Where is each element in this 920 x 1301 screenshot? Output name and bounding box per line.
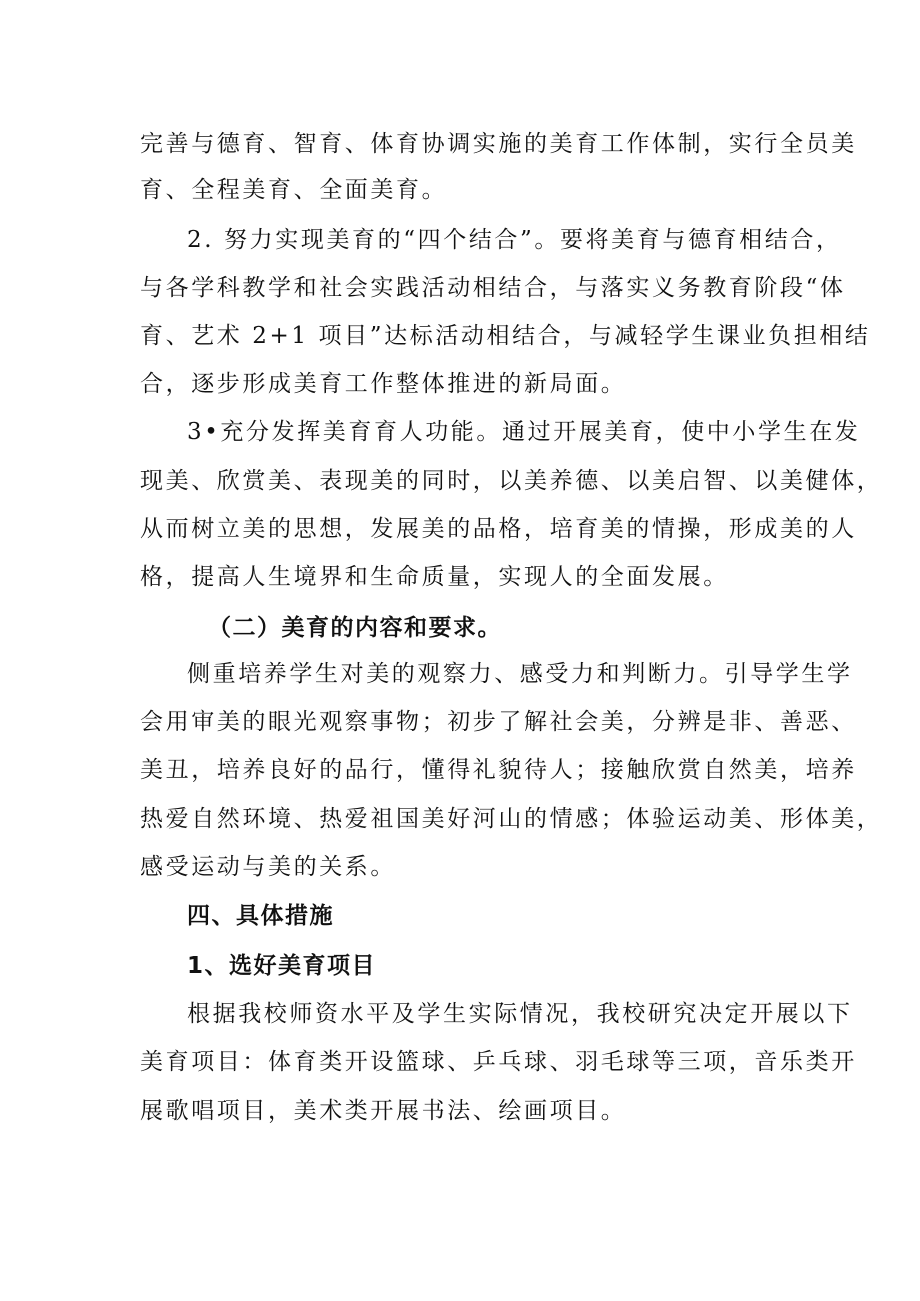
subsection-heading: 1、选好美育项目 <box>187 953 377 979</box>
paragraph-line: 侧重培养学生对美的观察力、感受力和判断力。引导学生学 <box>187 661 853 687</box>
paragraph-line: 现美、欣赏美、表现美的同时，以美养德、以美启智、以美健体， <box>140 468 883 494</box>
section-heading: 四、具体措施 <box>187 903 334 929</box>
paragraph-line: 热爱自然环境、热爱祖国美好河山的情感；体验运动美、形体美， <box>140 806 883 832</box>
paragraph-line: 育、艺术 2+1 项目”达标活动相结合，与减轻学生课业负担相结 <box>140 323 871 349</box>
paragraph-line: 展歌唱项目，美术类开展书法、绘画项目。 <box>140 1098 627 1124</box>
paragraph-line: 感受运动与美的关系。 <box>140 854 396 880</box>
paragraph-line: 完善与德育、智育、体育协调实施的美育工作体制，实行全员美 <box>140 131 857 157</box>
paragraph-line: 格，提高人生境界和生命质量，实现人的全面发展。 <box>140 564 729 590</box>
paragraph-line: 美丑，培养良好的品行，懂得礼貌待人；接触欣赏自然美，培养 <box>140 757 857 783</box>
paragraph-line: 从而树立美的思想，发展美的品格，培育美的情操，形成美的人 <box>140 516 857 542</box>
paragraph-line: 美育项目：体育类开设篮球、乒乓球、羽毛球等三项，音乐类开 <box>140 1049 857 1075</box>
paragraph-line: 会用审美的眼光观察事物；初步了解社会美，分辨是非、善恶、 <box>140 709 857 735</box>
paragraph-line: 育、全程美育、全面美育。 <box>140 177 448 203</box>
paragraph-line: 与各学科教学和社会实践活动相结合，与落实义务教育阶段“体 <box>140 275 846 301</box>
section-subheading: （二）美育的内容和要求。 <box>208 615 502 641</box>
paragraph-line: 合，逐步形成美育工作整体推进的新局面。 <box>140 371 627 397</box>
paragraph-line: 根据我校师资水平及学生实际情况，我校研究决定开展以下 <box>187 1001 853 1027</box>
paragraph-line: 2. 努力实现美育的“四个结合”。要将美育与德育相结合， <box>187 227 842 253</box>
paragraph-line: 3•充分发挥美育育人功能。通过开展美育，使中小学生在发 <box>187 419 861 445</box>
